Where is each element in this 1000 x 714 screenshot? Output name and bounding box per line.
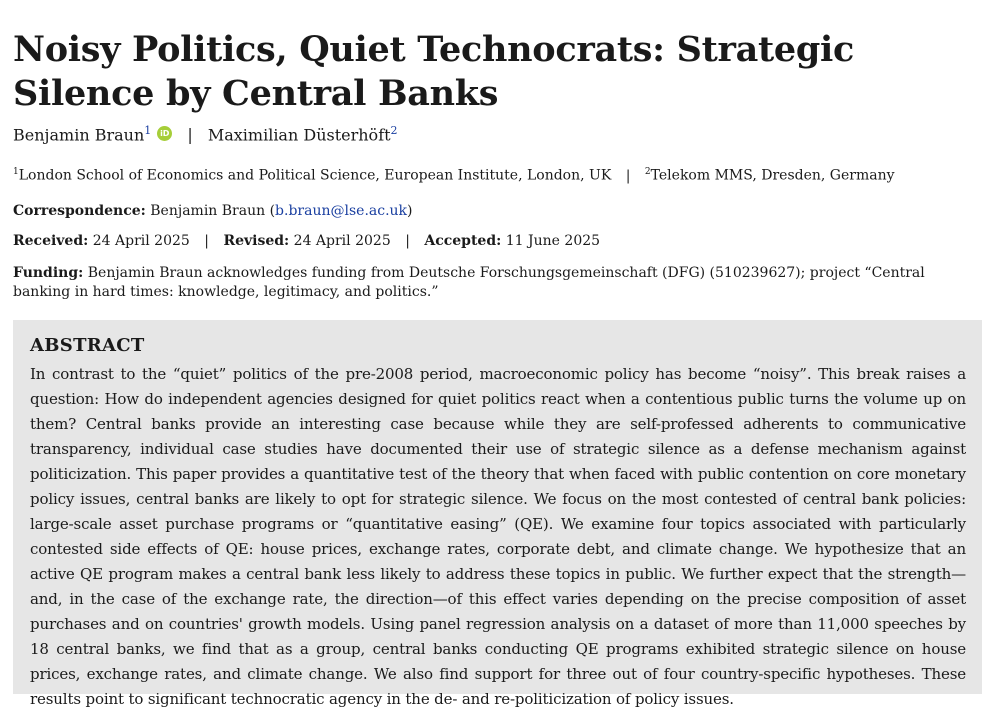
received-label: Received: [13,233,89,249]
abstract-box [13,320,982,708]
revised-label: Revised: [223,233,290,249]
received-date: 24 April 2025 [92,233,190,249]
affiliations [13,167,895,184]
author-affiliation-mark: 2 [390,124,398,137]
affiliation-mark: 1 [13,167,19,177]
affiliation-separator: | [625,167,631,184]
author-list [13,124,398,144]
author-separator: | [187,125,193,145]
affiliation-mark: 2 [644,167,651,177]
accepted-date: 11 June 2025 [505,233,601,249]
affiliation-text: Telekom MMS, Dresden, Germany [650,167,895,184]
abstract-text: In contrast to the “quiet” politics of the pre-2008 period, macroeconomic policy has become “noisy”. This break raises a question: How do independent agencies designed for quiet politics react when a contentious public turns the volume up on them? Central banks provide an interesting case because while they are self-professed adherents to communicative transparency, individual case studies have documented their use of strategic silence as a defense mechanism against politicization. This paper provides a quantitative test of the theory that when faced with public contention on core monetary policy issues, central banks are likely to opt for strategic silence. We focus on the most contested of central bank policies: large-scale asset purchase programs or “quantitative easing” (QE). We examine four topics associated with particularly contested side effects of QE: house prices, exchange rates, corporate debt, and climate change. We hypothesize that an active QE program makes a central bank less likely to address these topics in public. We further expect that the strength—and, in the case of the exchange rate, the direction—of this effect varies depending on the precise composition of asset purchases and on countries' growth models. Using panel regression analysis on a dataset of more than 11,000 speeches by 18 central banks, we find that as a group, central banks conducting QE programs exhibited strategic silence on house prices, exchange rates, and climate change. We also find support for three out of four country-specific hypotheses. These results point to significant technocratic agency in the de- and re-politicization of policy issues. [30,365,966,708]
paper-title: Noisy Politics, Quiet Technocrats: Strategic Silence by Central Banks [13,29,855,114]
funding-note [13,264,973,302]
author-name[interactable]: Benjamin Braun [13,125,145,145]
accepted-label: Accepted: [424,233,502,249]
revised-date: 24 April 2025 [293,233,391,249]
funding-label: Funding: [13,265,84,281]
author-affiliation-mark: 1 [144,124,152,137]
author-name[interactable]: Maximilian Düsterhöft [207,125,391,145]
funding-text: Benjamin Braun acknowledges funding from Deutsche Forschungsgemeinschaft (DFG) (510239627); project “Central banking in hard times: knowledge, legitimacy, and politics.” [13,265,925,300]
affiliation-text: London School of Economics and Political Science, European Institute, London, UK [18,167,612,184]
correspondence: Correspondence: Benjamin Braun (b.braun@lse.ac.uk) [13,203,413,219]
email-link[interactable]: b.braun@lse.ac.uk [275,203,408,219]
correspondence-name: Benjamin Braun [150,203,266,219]
history-dates [13,233,600,249]
date-separator: | [204,233,209,249]
correspondence-label: Correspondence: [13,203,146,219]
orcid-icon[interactable]: iD [157,126,172,141]
abstract-heading: ABSTRACT [30,335,145,356]
date-separator: | [405,233,410,249]
